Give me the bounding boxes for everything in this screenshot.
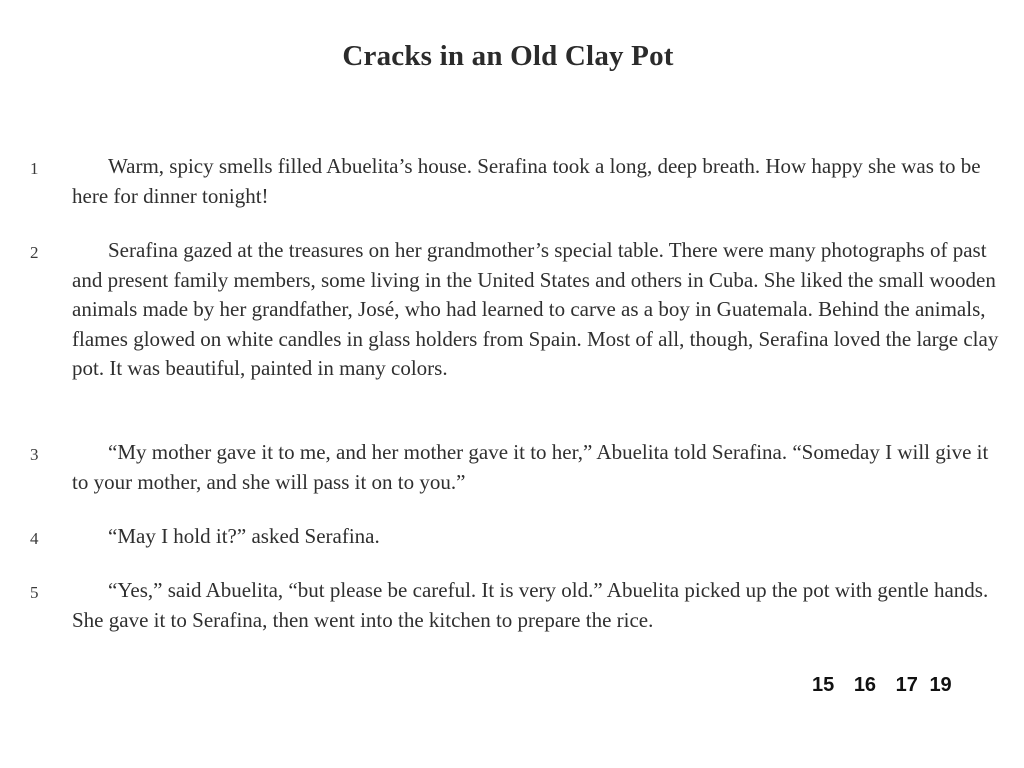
page-number: 15 [812, 674, 835, 696]
paragraph-number: 2 [30, 243, 39, 262]
story-title: Cracks in an Old Clay Pot [342, 40, 674, 72]
page-number: 17 [895, 674, 918, 696]
paragraph-number: 1 [30, 159, 39, 178]
page-number: 19 [929, 674, 952, 696]
paragraph-3 [30, 438, 1002, 497]
page-number: 16 [853, 674, 877, 696]
paragraph-text: “May I hold it?” asked Serafina. [108, 524, 380, 548]
paragraph-5 [30, 576, 1002, 635]
page-number-list [812, 674, 952, 697]
paragraph-number: 5 [30, 583, 39, 602]
paragraph-text: “My mother gave it to me, and her mother gave it to her,” Abuelita told Serafina. “Someday I will give it to your mother, and she will pass it on to you.” [72, 440, 989, 494]
paragraph-number: 4 [30, 529, 39, 548]
paragraph-text: “Yes,” said Abuelita, “but please be careful. It is very old.” Abuelita picked up the pot with gentle hands. She gave it to Serafina, then went into the kitchen to prepare the rice. [72, 578, 989, 632]
paragraph-2 [30, 236, 1002, 384]
paragraph-4 [30, 522, 1002, 552]
paragraph-1 [30, 152, 1002, 211]
paragraph-text: Serafina gazed at the treasures on her grandmother’s special table. There were many photographs of past and present family members, some living in the United States and others in Cuba. She liked the small wooden animals made by her grandfather, José, who had learned to carve as a boy in Guatemala. Behind the animals, flames glowed on white candles in glass holders from Spain. Most of all, though, Serafina loved the large clay pot. It was beautiful, painted in many colors. [72, 238, 999, 381]
paragraph-text: Warm, spicy smells filled Abuelita’s house. Serafina took a long, deep breath. How happy she was to be here for dinner tonight! [72, 154, 981, 208]
paragraph-number: 3 [30, 445, 39, 464]
